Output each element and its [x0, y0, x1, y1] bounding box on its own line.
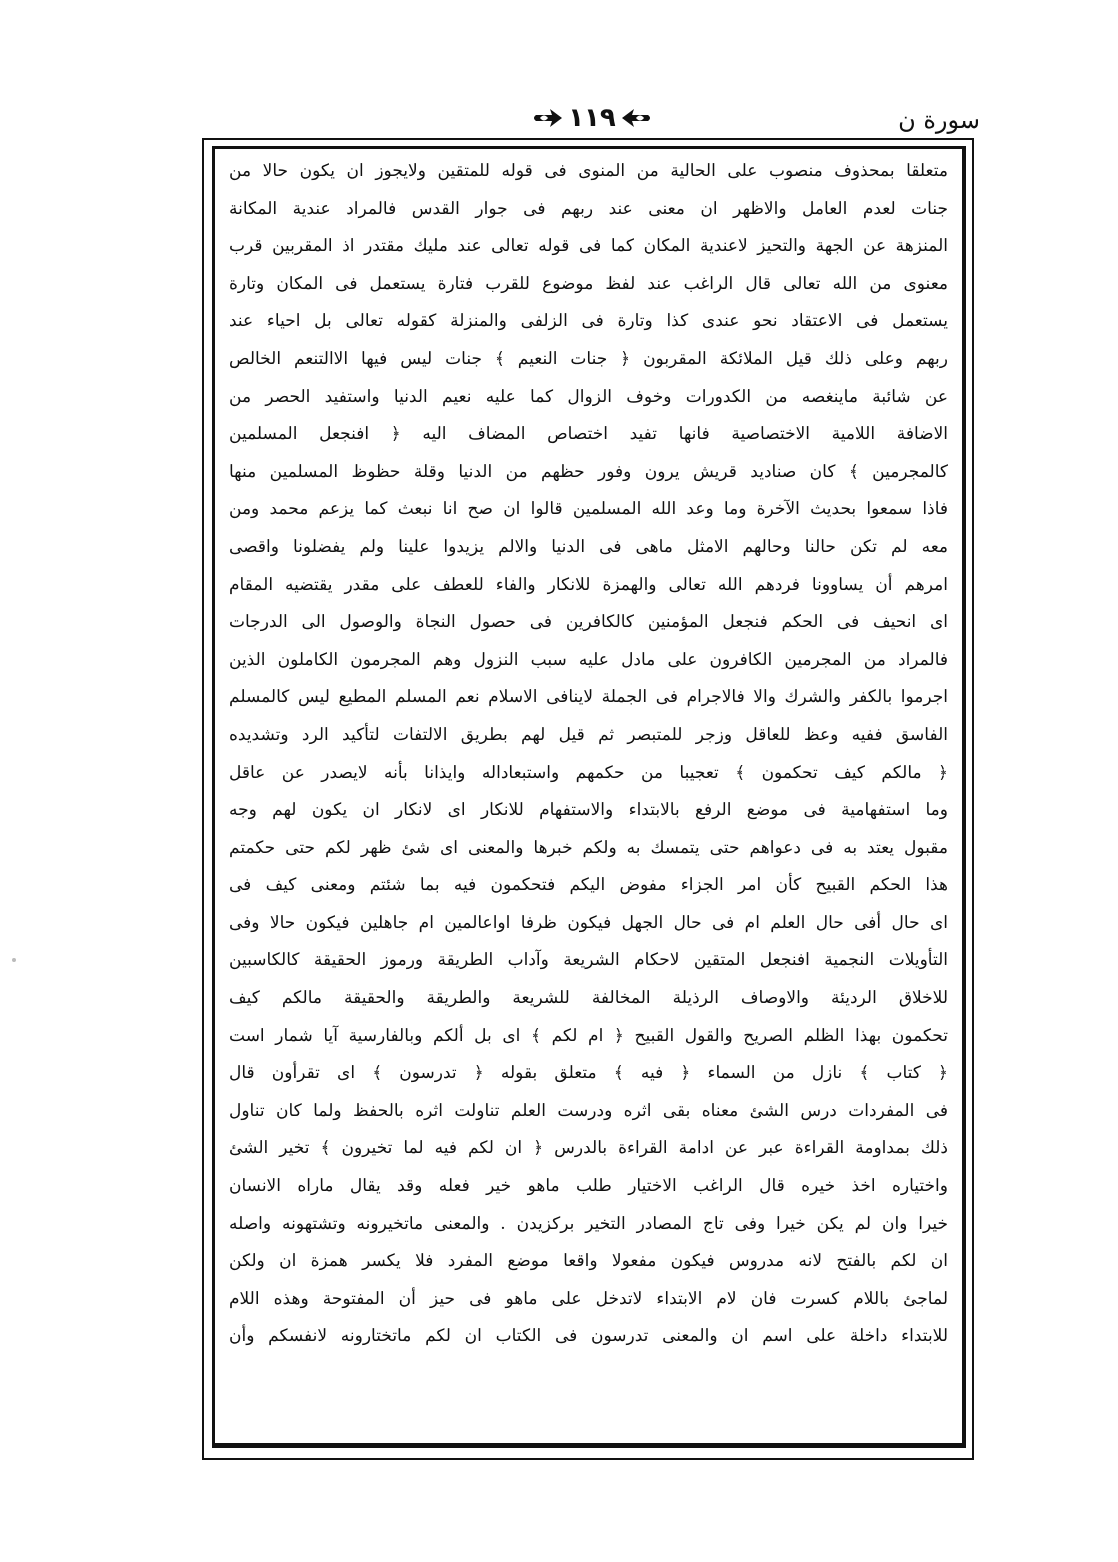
- text-line: فالمراد من المجرمين الكافرون على مادل عليه سبب النزول وهم المجرمون الكاملون الذين: [229, 649, 948, 670]
- text-line: كالمجرمين ﴾ كان صناديد قريش يرون وفور حظهم من الدنيا وقلة حظوظ المسلمين منها: [229, 461, 948, 482]
- text-line: وما استفهامية فى موضع الرفع بالابتداء والاستفهام للانكار اى لانكار ان يكون لهم وجه: [229, 800, 948, 821]
- text-line: امرهم أن يساوونا فردهم الله تعالى والهمزة للانكار والفاء للعطف على مقدر يقتضيه المقام: [229, 574, 948, 595]
- text-line: للاخلاق الرديئة والاوصاف الرذيلة المخالفة للشريعة والطريقة والحقيقة مالكم كيف: [229, 988, 948, 1009]
- text-line: متعلقا بمحذوف منصوب على الحالية من المنوى فى قوله للمتقين ولايجوز ان يكون حالا من: [229, 161, 948, 181]
- text-line: لماجئ باللام كسرت فان لام الابتداء لاتدخل على ماهو فى حيز أن المفتوحة وهذه اللام: [229, 1288, 948, 1309]
- text-line: جنات لعدم العامل والاظهر ان معنى عند ربهم فى جوار القدس فالمراد عندية المكانة: [229, 198, 948, 219]
- text-frame-inner: [212, 146, 966, 1448]
- text-line: فى المفردات درس الشئ معناه بقى اثره ودرست العلم تناولت اثره بالحفظ ولما كان تناول: [229, 1100, 948, 1121]
- text-line: عن شائبة ماينغصه من الكدورات وخوف الزوال كما عليه نعيم الدنيا واستفيد الحصر من: [229, 386, 948, 407]
- text-line: المنزهة عن الجهة والتحيز لاعندية المكان كما فى قوله تعالى عند مليك مقتدر اذ المقربين قرب: [229, 236, 948, 257]
- text-line: هذا الحكم القبيح كأن امر الجزاء مفوض اليكم فتحكمون فيه بما شئتم ومعنى كيف فى: [229, 875, 948, 896]
- text-line: معه لم تكن حالنا وحالهم الامثل ماهى فى الدنيا والالم يزيدوا علينا ولم يفضلونا واقصى: [229, 536, 948, 557]
- text-line: خيرا وان لم يكن خيرا وفى تاج المصادر التخير بركزيدن . والمعنى ماتخيرونه وتشتهونه واصله: [229, 1213, 948, 1234]
- margin-speck: [12, 958, 16, 962]
- left-ornament-icon: [622, 107, 652, 129]
- text-line: الاضافة اللامية الاختصاصية فانها تفيد اختصاص المضاف اليه ﴿ افنجعل المسلمين: [229, 424, 948, 445]
- text-line: ﴿ كتاب ﴾ نازل من السماء ﴿ فيه ﴾ متعلق بقوله ﴿ تدرسون ﴾ اى تقرأون قال: [229, 1063, 948, 1084]
- text-line: يستعمل فى الاعتقاد نحو عندى كذا وتارة فى الزلفى والمنزلة كقوله تعالى بل احياء عند: [229, 311, 948, 332]
- right-ornament-icon: [532, 107, 562, 129]
- text-line: اجرموا بالكفر والشرك والا فالاجرام فى الجملة لاينافى الاسلام نعم المسلم المطيع ليس كالمسلم: [229, 687, 948, 708]
- text-line: اى انحيف فى الحكم فنجعل المؤمنين كالكافرين فى حصول النجاة والوصول الى الدرجات: [229, 612, 948, 633]
- text-line: للابتداء داخلة على اسم ان والمعنى تدرسون فى الكتاب ان لكم ماتختارونه لانفسكم وأن: [229, 1326, 948, 1347]
- page-header: [200, 98, 980, 142]
- surah-name: سورة ن: [898, 106, 980, 134]
- text-line: ﴿ مالكم كيف تحكمون ﴾ تعجيبا من حكمهم واستبعاداله وايذانا بأنه لايصدر عن عاقل: [229, 762, 948, 783]
- text-line: ربهم وعلى ذلك قيل الملائكة المقربون ﴿ جنات النعيم ﴾ جنات ليس فيها الاالتنعم الخالص: [229, 348, 948, 369]
- page-number-ornament: [527, 100, 657, 136]
- page-number: ١١٩: [568, 103, 616, 133]
- text-line: الفاسق ففيه وعظ للعاقل وزجر للمتبصر ثم قيل لهم بطريق الالتفات لتأكيد الرد وتشديده: [229, 724, 948, 745]
- text-line: ان لكم بالفتح لانه مدروس فيكون مفعولا واقعا موضع المفرد فلا يكسر همزة ان ولكن: [229, 1251, 948, 1272]
- text-line: اى حال أفى حال العلم ام فى حال الجهل فيكون ظرفا اواعالمين ام جاهلين فيكون حالا وفى: [229, 912, 948, 933]
- text-line: تحكمون بهذا الظلم الصريح والقول القبيح ﴿ ام لكم ﴾ اى بل ألكم وبالفارسية آيا شمار است: [229, 1025, 948, 1046]
- text-line: فاذا سمعوا بحديث الآخرة وما وعد الله المسلمين قالوا ان صح انا نبعث كما يزعم محمد ومن: [229, 499, 948, 520]
- text-line: التأويلات النجمية افنجعل المتقين لاحكام الشريعة وآداب الطريقة ورموز الحقيقة كالكاسبين: [229, 950, 948, 971]
- text-frame: [202, 138, 974, 1460]
- text-body: [229, 153, 948, 1356]
- text-line: واختياره اخذ خيره قال الراغب الاختيار طلب ماهو خير فعله وقد يقال ماراه الانسان: [229, 1176, 948, 1197]
- text-line: معنوى من الله تعالى قال الراغب عند لفظ موضوع للقرب فتارة يستعمل فى المكان وتارة: [229, 273, 948, 294]
- text-line: مقبول يعتد به فى دعواهم حتى يتمسك به ولكم خبرها والمعنى اى شئ ظهر لكم حتى حكمتم: [229, 837, 948, 858]
- text-line: ذلك بمداومة القراءة عبر عن ادامة القراءة بالدرس ﴿ ان لكم فيه لما تخيرون ﴾ تخير الشئ: [229, 1138, 948, 1159]
